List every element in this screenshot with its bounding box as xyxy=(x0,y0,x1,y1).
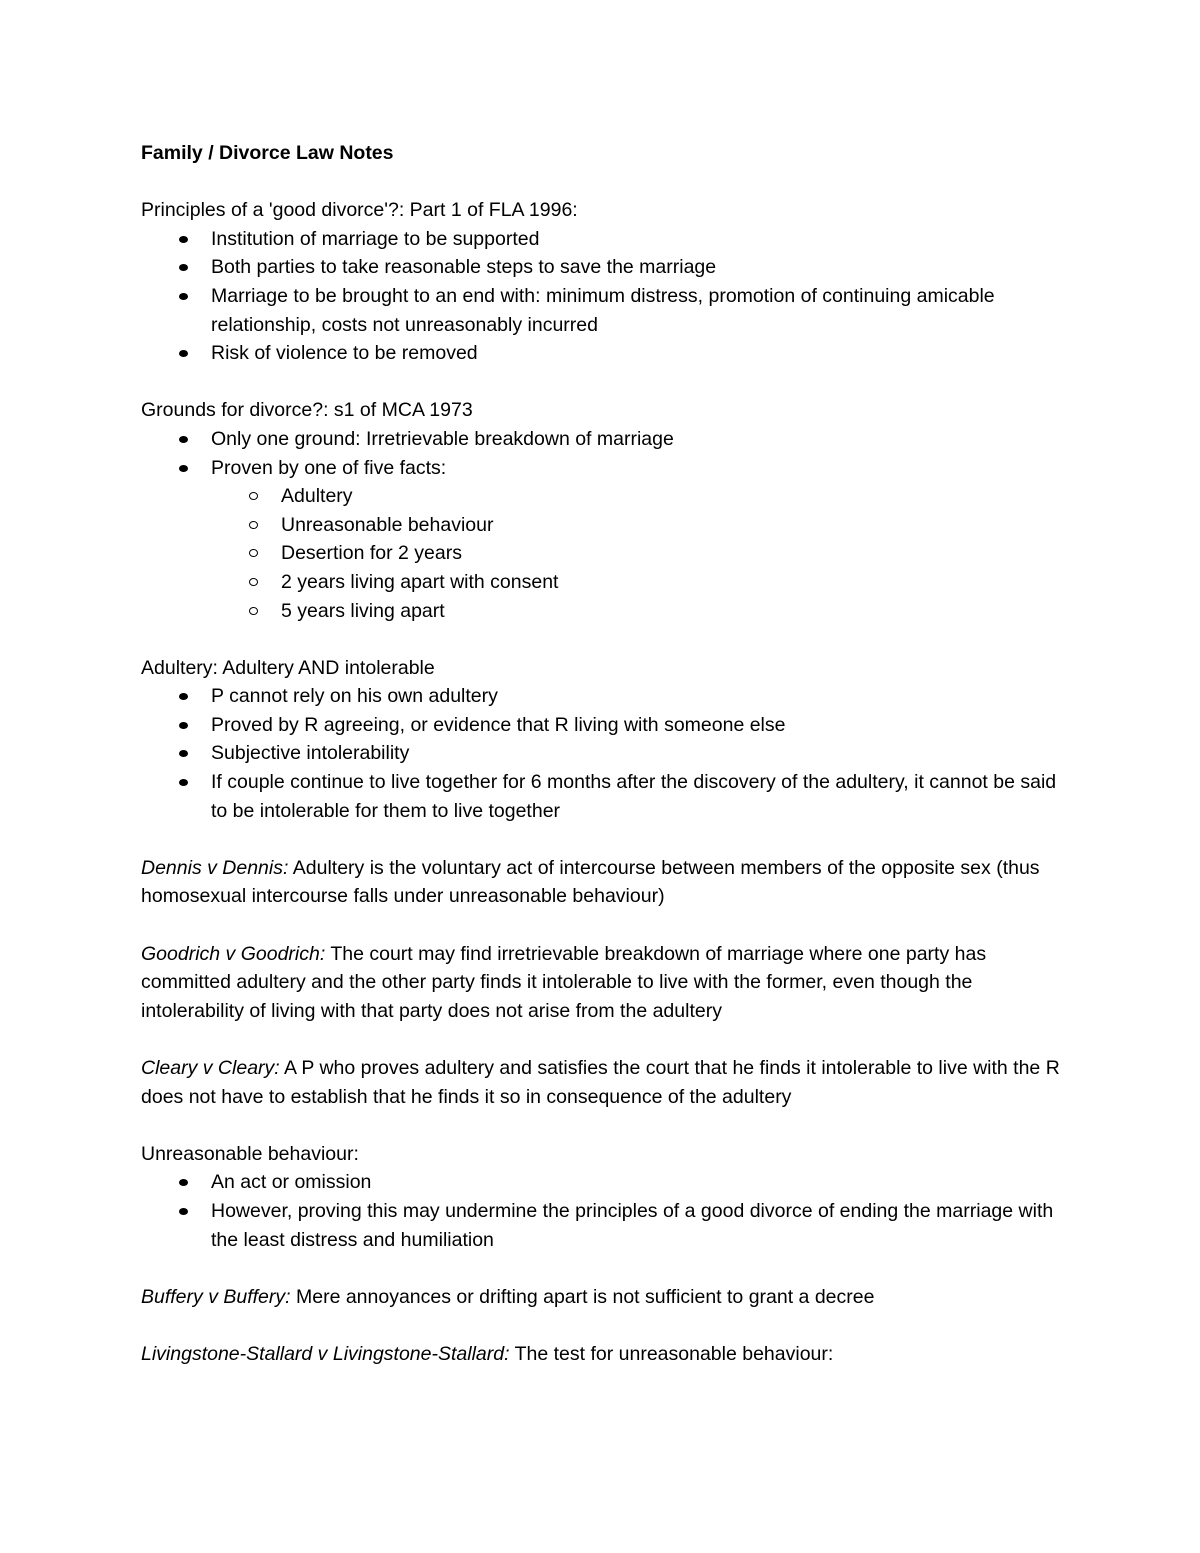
sub-list-item: 5 years living apart xyxy=(281,597,1071,626)
case-text: A P who proves adultery and satisfies the court that he finds it intolerable to live with the R does not have to establish that he finds it so in consequence of the adultery xyxy=(141,1057,1060,1108)
case-paragraph xyxy=(141,1283,1071,1312)
list-item: Proved by R agreeing, or evidence that R living with someone else xyxy=(211,711,1071,740)
grounds-list xyxy=(141,425,1071,625)
case-text: The test for unreasonable behaviour: xyxy=(509,1342,834,1365)
list-item: Institution of marriage to be supported xyxy=(211,225,1071,254)
list-item: If couple continue to live together for 6 months after the discovery of the adultery, it cannot be said to be intolerable for them to live together xyxy=(211,768,1071,825)
case-text: Mere annoyances or drifting apart is not sufficient to grant a decree xyxy=(290,1285,875,1308)
principles-list xyxy=(141,225,1071,368)
adultery-list xyxy=(141,682,1071,825)
case-paragraph xyxy=(141,1340,1071,1369)
case-paragraph xyxy=(141,854,1071,911)
sub-list-item: Unreasonable behaviour xyxy=(281,511,1071,540)
case-name: Livingstone-Stallard v Livingstone-Stallard: xyxy=(141,1342,510,1365)
list-item: Both parties to take reasonable steps to save the marriage xyxy=(211,253,1071,282)
case-text: The court may find irretrievable breakdown of marriage where one party has committed adultery and the other party finds it intolerable to live with the former, even though the intolerability of living with that party does not arise from the adultery xyxy=(141,942,987,1022)
case-paragraph xyxy=(141,940,1071,1026)
document-title: Family / Divorce Law Notes xyxy=(141,142,394,164)
list-item: However, proving this may undermine the principles of a good divorce of ending the marriage with the least distress and humiliation xyxy=(211,1197,1071,1254)
case-paragraph xyxy=(141,1054,1071,1111)
case-name: Goodrich v Goodrich: xyxy=(141,942,326,965)
sub-list-item: Adultery xyxy=(281,482,1071,511)
list-item xyxy=(211,454,1071,626)
sub-list-item: Desertion for 2 years xyxy=(281,539,1071,568)
section-heading-unreasonable: Unreasonable behaviour: xyxy=(141,1142,359,1165)
section-heading-adultery: Adultery: Adultery AND intolerable xyxy=(141,656,435,679)
sub-list-item: 2 years living apart with consent xyxy=(281,568,1071,597)
list-item: Only one ground: Irretrievable breakdown of marriage xyxy=(211,425,1071,454)
unreasonable-list xyxy=(141,1168,1071,1254)
list-item: Subjective intolerability xyxy=(211,739,1071,768)
section-heading-principles: Principles of a 'good divorce'?: Part 1 of FLA 1996: xyxy=(141,199,578,222)
list-item-text: Proven by one of five facts: xyxy=(211,456,447,479)
document-content xyxy=(141,139,1071,1369)
case-name: Buffery v Buffery: xyxy=(141,1285,291,1308)
list-item: Marriage to be brought to an end with: minimum distress, promotion of continuing amicable relationship, costs not unreasonably incurred xyxy=(211,282,1071,339)
list-item: P cannot rely on his own adultery xyxy=(211,682,1071,711)
case-text: Adultery is the voluntary act of intercourse between members of the opposite sex (thus homosexual intercourse falls under unreasonable behaviour) xyxy=(141,856,1040,908)
case-name: Dennis v Dennis: xyxy=(141,856,289,879)
list-item: An act or omission xyxy=(211,1168,1071,1197)
case-name: Cleary v Cleary: xyxy=(141,1057,280,1079)
five-facts-list xyxy=(211,482,1071,625)
section-heading-grounds: Grounds for divorce?: s1 of MCA 1973 xyxy=(141,399,473,422)
list-item: Risk of violence to be removed xyxy=(211,339,1071,368)
